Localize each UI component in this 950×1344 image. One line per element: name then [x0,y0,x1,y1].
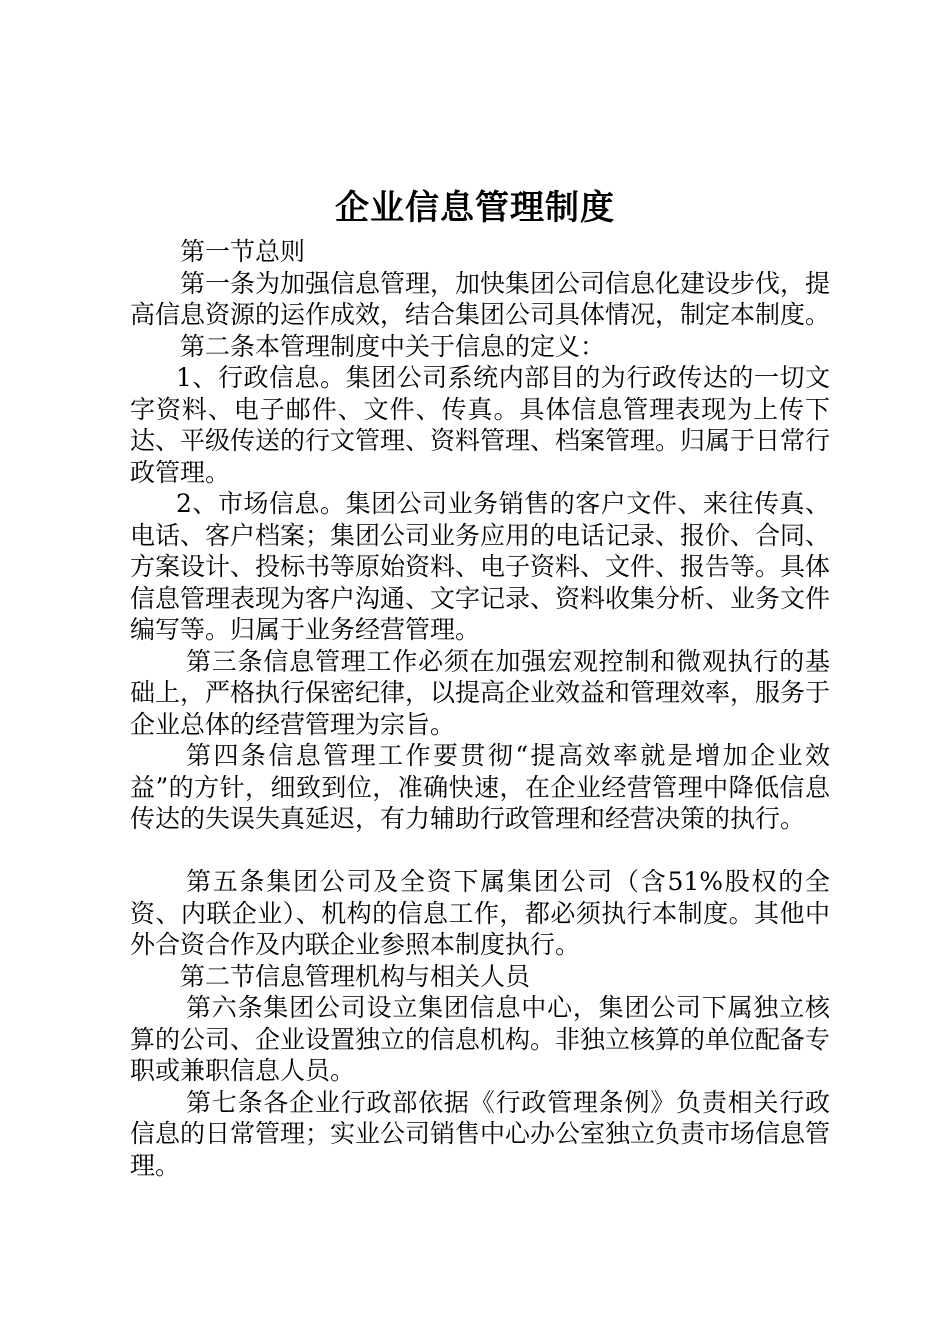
article-paragraph: 第四条信息管理工作要贯彻“提高效率就是增加企业效益”的方针，细致到位，准确快速，在企业经营管理中降低信息传达的失误失真延迟，有力辅助行政管理和经营决策的执行。 [130,741,830,833]
list-item-paragraph: 1、行政信息。集团公司系统内部目的为行政传达的一切文字资料、电子邮件、文件、传真。具体信息管理表现为上传下达、平级传送的行文管理、资料管理、档案管理。归属于日常行政管理。 [130,363,831,487]
document-title: 企业信息管理制度 [335,188,615,228]
article-paragraph: 第七条各企业行政部依据《行政管理条例》负责相关行政信息的日常管理；实业公司销售中心办公室独立负责市场信息管理。 [130,1087,831,1180]
document-body [130,236,830,1181]
article-paragraph: 第一条为加强信息管理，加快集团公司信息化建设步伐，提高信息资源的运作成效，结合集团公司具体情况，制定本制度。 [130,268,831,329]
article-paragraph: 第三条信息管理工作必须在加强宏观控制和微观执行的基础上，严格执行保密纪律，以提高企业效益和管理效率，服务于企业总体的经营管理为宗旨。 [130,646,831,739]
list-item-paragraph: 2、市场信息。集团公司业务销售的客户文件、来往传真、电话、客户档案；集团公司业务应用的电话记录、报价、合同、方案设计、投标书等原始资料、电子资料、文件、报告等。具体信息管理表现为客户沟通、文字记录、资料收集分析、业务文件编写等。归属于业务经营管理。 [130,489,831,644]
article-paragraph: 第五条集团公司及全资下属集团公司（含51%股权的全资、内联企业）、机构的信息工作，都必须执行本制度。其他中外合资合作及内联企业参照本制度执行。 [130,867,830,959]
section-heading: 第一节总则 [180,237,306,266]
blank-line [130,835,830,867]
article-paragraph: 第二条本管理制度中关于信息的定义： [180,331,606,361]
section-heading: 第二节信息管理机构与相关人员 [180,961,531,991]
article-paragraph: 第六条集团公司设立集团信息中心，集团公司下属独立核算的公司、企业设置独立的信息机构。非独立核算的单位配备专职或兼职信息人员。 [130,993,831,1085]
